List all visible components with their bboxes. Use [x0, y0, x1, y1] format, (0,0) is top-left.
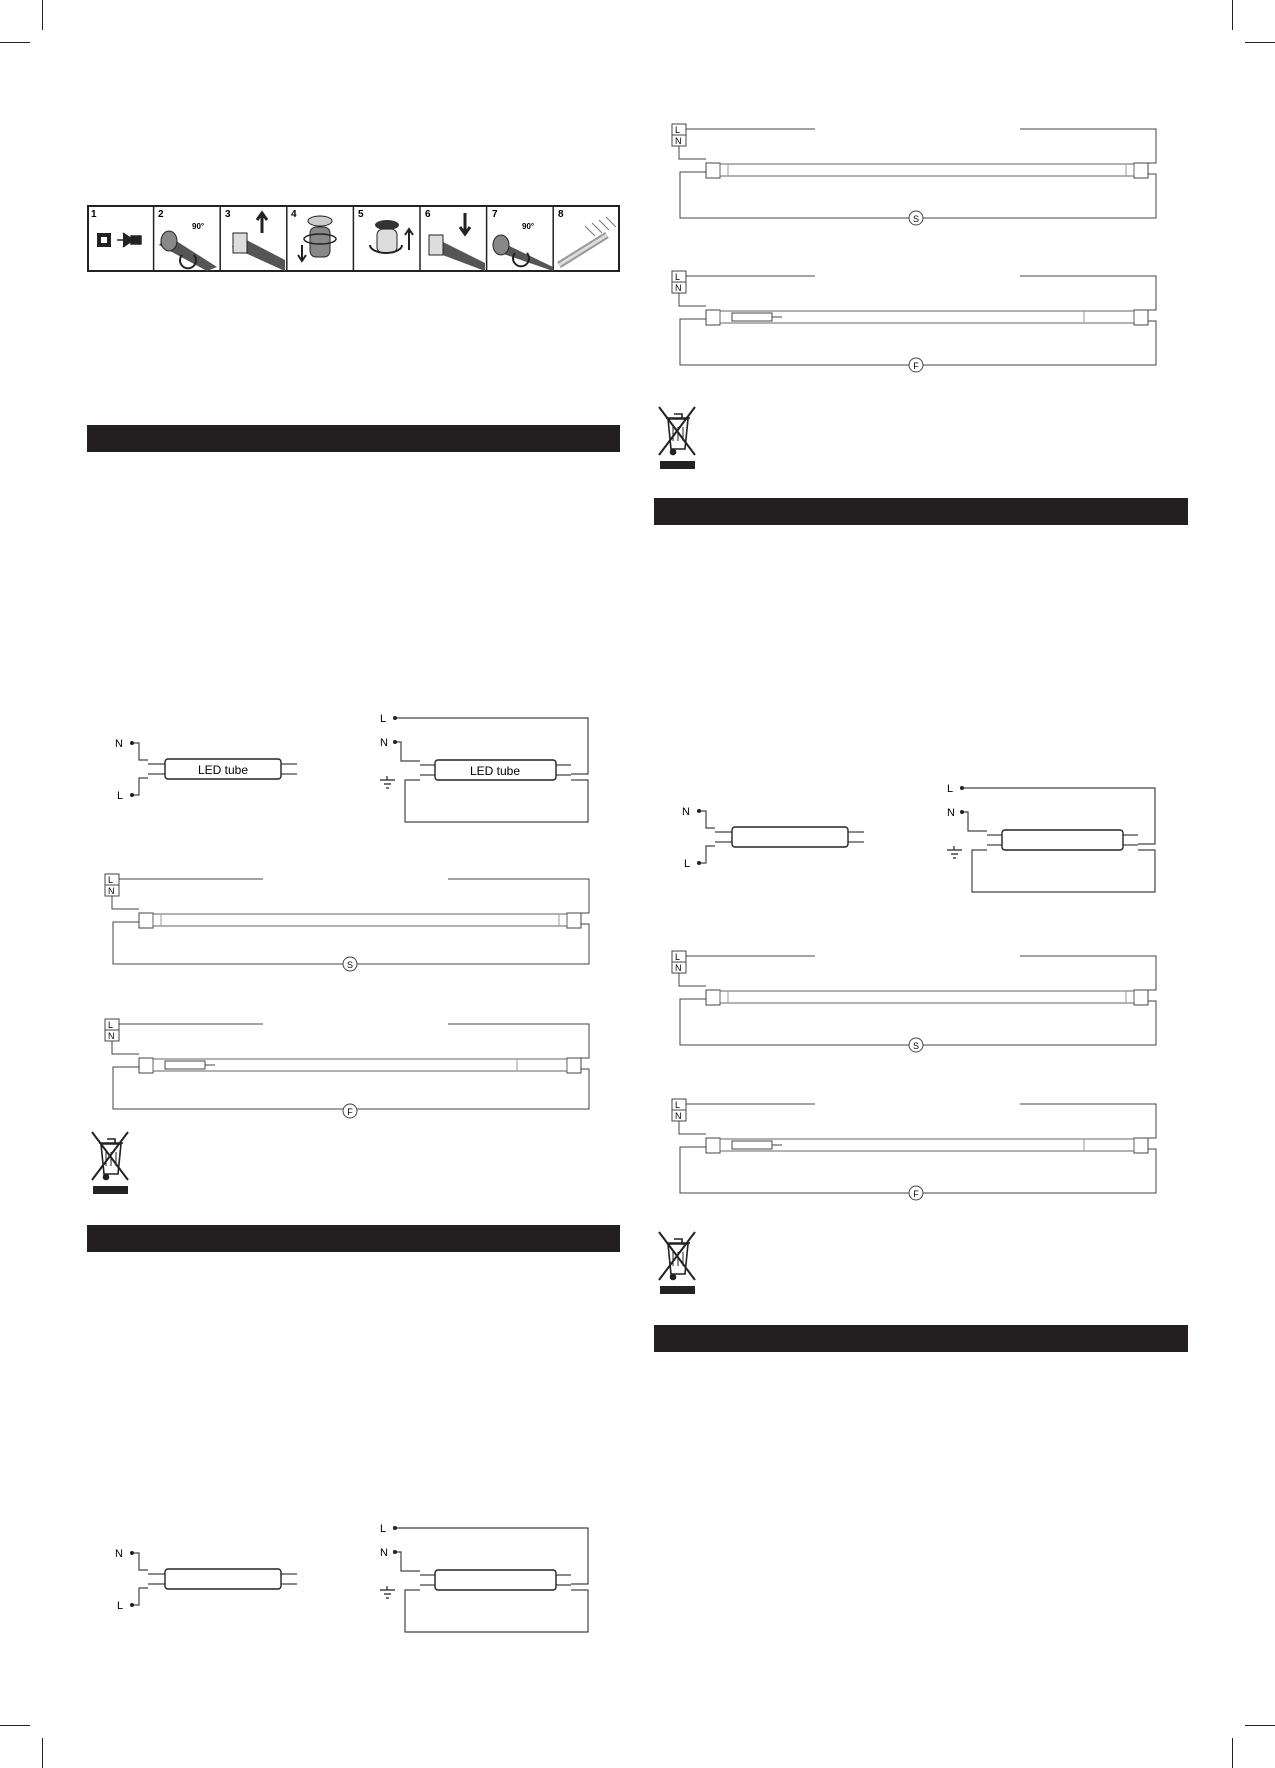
grounded-wiring-diagram [370, 710, 590, 825]
crop-mark [42, 1738, 43, 1768]
svg-text:L: L [675, 272, 681, 282]
svg-text:2: 2 [158, 209, 164, 220]
starter-symbol: S [912, 1041, 920, 1051]
svg-text:90°: 90° [522, 222, 535, 231]
svg-text:L: L [380, 713, 387, 725]
svg-text:L: L [675, 952, 681, 962]
installation-steps-strip [87, 205, 620, 272]
grounded-wiring-diagram-unlabeled [370, 1520, 590, 1635]
svg-text:L: L [947, 783, 954, 795]
grounded-wiring-diagram-unlabeled [937, 780, 1157, 895]
weee-disposal-icon [657, 405, 697, 469]
crop-mark [0, 42, 30, 43]
svg-text:N: N [947, 807, 955, 819]
svg-text:5: 5 [358, 209, 364, 220]
direct-wiring-diagram-unlabeled [110, 1545, 310, 1615]
led-tube-label: LED tube [197, 763, 249, 777]
starter-wiring-diagram [670, 950, 1160, 1050]
crop-mark [42, 0, 43, 30]
fuse-wiring-diagram [103, 1018, 593, 1118]
svg-text:N: N [675, 1111, 682, 1121]
svg-text:L: L [108, 1020, 114, 1030]
direct-wiring-diagram-unlabeled [677, 803, 877, 873]
svg-text:L: L [675, 125, 681, 135]
svg-text:N: N [380, 1547, 388, 1559]
crop-mark [0, 1725, 30, 1726]
svg-text:6: 6 [425, 209, 431, 220]
svg-text:N: N [115, 738, 123, 750]
svg-text:1: 1 [91, 209, 97, 220]
svg-text:4: 4 [291, 209, 297, 220]
svg-text:L: L [108, 875, 114, 885]
svg-text:N: N [675, 963, 682, 973]
fuse-symbol: F [913, 1189, 919, 1199]
svg-text:L: L [117, 1600, 124, 1612]
svg-text:L: L [675, 1100, 681, 1110]
fuse-symbol: F [913, 361, 919, 371]
starter-wiring-diagram [670, 123, 1160, 223]
weee-disposal-icon [657, 1230, 697, 1294]
crop-mark [1245, 42, 1275, 43]
svg-text:N: N [108, 886, 115, 896]
svg-text:3: 3 [225, 209, 231, 220]
led-tube-label: LED tube [469, 764, 521, 778]
fuse-wiring-diagram [670, 1098, 1160, 1198]
starter-symbol: S [912, 214, 920, 224]
section-header-bar [654, 1325, 1188, 1352]
section-header-bar [87, 425, 620, 452]
svg-text:7: 7 [492, 209, 498, 220]
crop-mark [1245, 1725, 1275, 1726]
fuse-symbol: F [347, 1107, 353, 1117]
svg-text:L: L [117, 790, 124, 802]
svg-text:N: N [675, 136, 682, 146]
fuse-wiring-diagram [670, 270, 1160, 370]
svg-text:L: L [684, 858, 691, 870]
starter-symbol: S [346, 960, 354, 970]
svg-text:90°: 90° [192, 222, 205, 231]
svg-text:N: N [675, 283, 682, 293]
svg-text:N: N [108, 1031, 115, 1041]
crop-mark [1232, 1738, 1233, 1768]
svg-text:L: L [380, 1523, 387, 1535]
section-header-bar [654, 498, 1188, 525]
crop-mark [1232, 0, 1233, 30]
svg-text:8: 8 [558, 209, 564, 220]
direct-wiring-diagram [110, 735, 310, 805]
weee-disposal-icon [90, 1130, 130, 1194]
svg-text:N: N [115, 1548, 123, 1560]
svg-text:N: N [380, 737, 388, 749]
section-header-bar [87, 1225, 620, 1252]
svg-text:N: N [682, 806, 690, 818]
starter-wiring-diagram [103, 873, 593, 973]
